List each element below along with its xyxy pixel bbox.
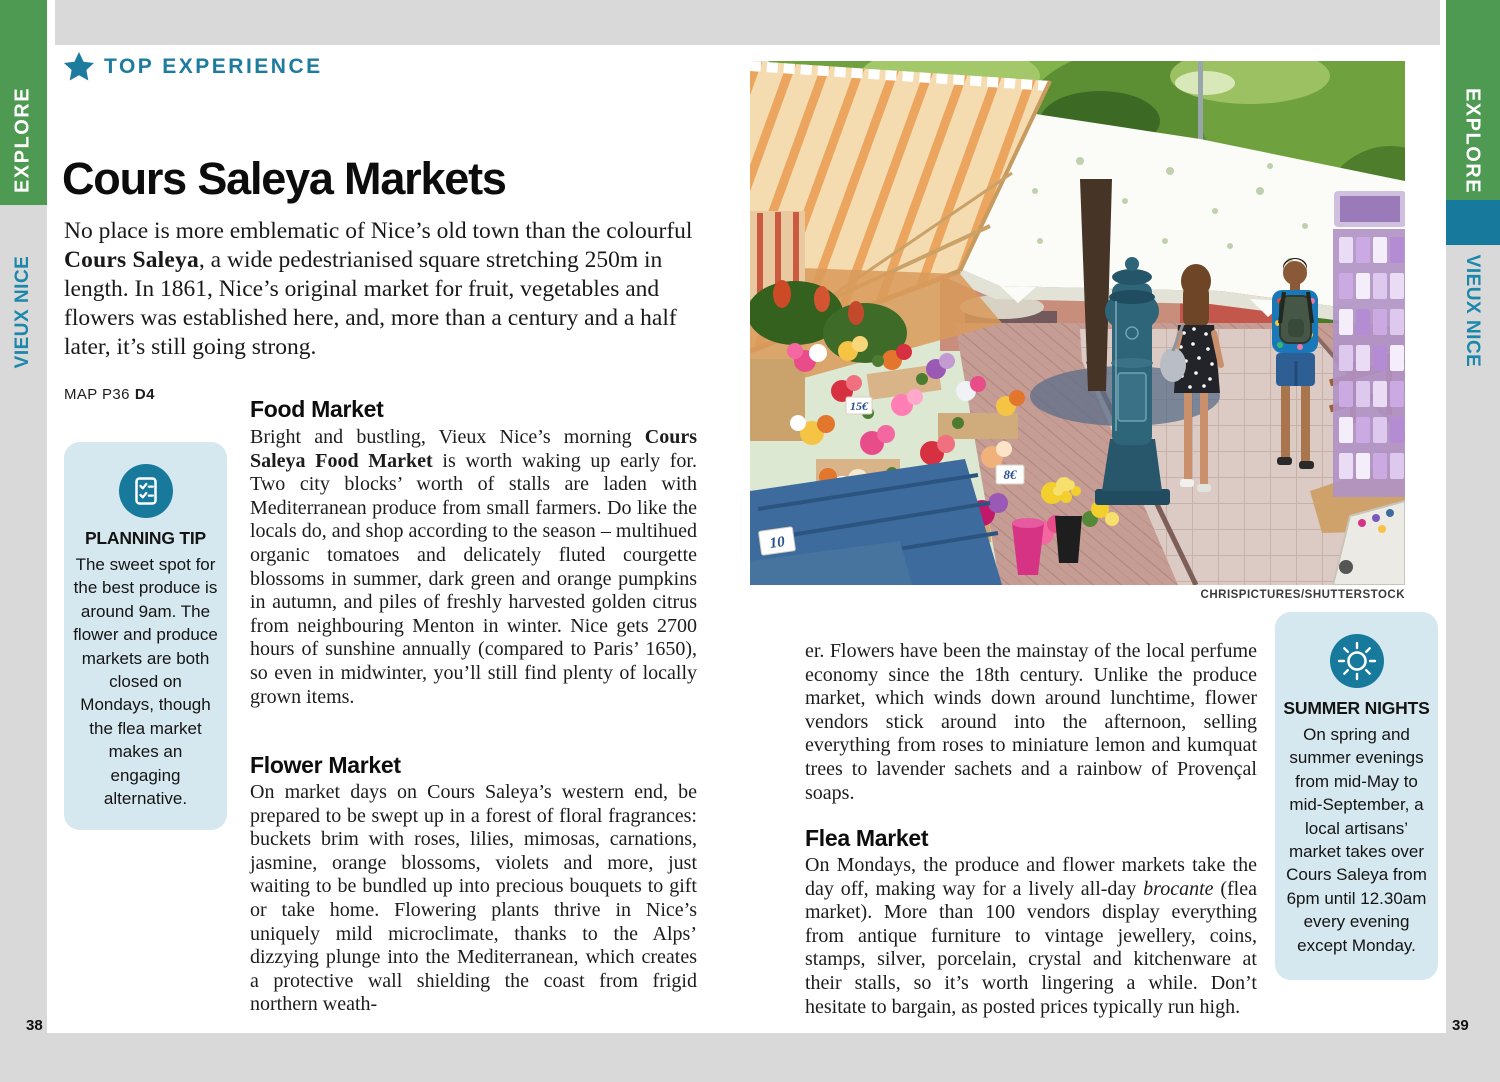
photo-credit: CHRISPICTURES/SHUTTERSTOCK	[1200, 589, 1405, 601]
map-reference	[64, 386, 155, 403]
svg-text:15€: 15€	[850, 399, 868, 413]
intro-bold: Cours Saleya	[64, 246, 199, 273]
right-section-tab-marker	[1446, 200, 1500, 245]
sun-icon	[1330, 634, 1384, 688]
left-section-label: VIEUX NICE	[12, 255, 33, 369]
planning-tip-box	[64, 442, 227, 830]
right-page-number: 39	[1452, 1017, 1469, 1034]
flower-market-heading: Flower Market	[250, 752, 401, 779]
planning-tip-title: PLANNING TIP	[84, 528, 207, 548]
right-section-label: VIEUX NICE	[1462, 254, 1483, 368]
flower-market-continuation: er. Flowers have been the mainstay of the local perfume economy since the 18th century. Unlike the produce market, which winds down around lunchtime, flower vendors stick around into the afternoon, selling everything from roses to miniature lemon and kumquat trees to lavender sachets and a rainbow of Provençal soaps.	[805, 640, 1257, 804]
summer-nights-body: On spring and summer evenings from mid-May to mid-September, a local artisans’ market takes over Cours Saleya from 6pm until 12.30am every evening except Monday.	[1286, 725, 1427, 955]
flea-market-heading: Flea Market	[805, 825, 929, 852]
left-explore-label: EXPLORE	[11, 86, 34, 194]
summer-nights-box	[1275, 612, 1438, 980]
map-ref-grid: D4	[134, 386, 155, 403]
star-icon	[64, 52, 94, 81]
left-page-number: 38	[26, 1017, 43, 1034]
summer-nights-title: SUMMER NIGHTS	[1283, 698, 1430, 718]
flower-market-paragraph: On market days on Cours Saleya’s western end, be prepared to be swept up in a forest of floral fragrances: buckets brim with roses, lilies, mimosas, carnations, jasmine, orange blossoms, violets and more, just waiting to be bundled up into precious bouquets to gift or take home. Flowering plants thrive in Nice’s uniquely mild microclimate, thanks to the Alps’ dizzying plunge into the Mediterranean, which creates a protective wall shielding the coast from frigid northern weath-	[250, 781, 697, 1016]
right-explore-label: EXPLORE	[1461, 87, 1484, 195]
top-experience-eyebrow	[64, 52, 323, 81]
intro-pre: No place is more emblematic of Nice’s old town than the colourful	[64, 217, 693, 244]
food-bold: Cours Saleya Food Market	[250, 426, 697, 472]
checklist-icon	[119, 464, 173, 518]
food-market-paragraph	[250, 426, 697, 709]
flea-post: (flea market). More than 100 vendors display everything from antique furniture to vintage jewellery, coins, stamps, silver, porcelain, crystal and kitchenware at their stalls, so it’s worth lingering a while. Don’t hesitate to bargain, as posted prices typically run high.	[805, 877, 1257, 1018]
food-market-heading: Food Market	[250, 396, 384, 423]
flea-italic: brocante	[1143, 877, 1214, 900]
eyebrow-label: TOP EXPERIENCE	[104, 54, 323, 78]
flea-pre: On Mondays, the produce and flower markets take the day off, making way for a lively all-day	[805, 854, 1257, 900]
page-bottom-edge-band	[0, 1033, 1500, 1082]
page-top-edge-band	[55, 0, 1440, 45]
svg-text:10: 10	[768, 534, 786, 552]
planning-tip-body: The sweet spot for the best produce is around 9am. The flower and produce markets are both closed on Mondays, though the flea market makes an engaging alternative.	[73, 555, 218, 809]
food-pre: Bright and bustling, Vieux Nice’s morning	[250, 426, 645, 448]
svg-text:8€: 8€	[1003, 467, 1017, 482]
intro-paragraph	[64, 217, 696, 362]
page-title: Cours Saleya Markets	[62, 153, 506, 205]
map-ref-label: MAP P36	[64, 386, 130, 403]
food-post: is worth waking up early for. Two city blocks’ worth of stalls are laden with Mediterranean produce from small farmers. Do like the locals do, and shop according to the season – multihued organic tomatoes and delicately fluted courgette blossoms in summer, dark green and orange pumpkins in autumn, and piles of freshly harvested golden citrus from neighbouring Menton in winter. Nice gets 2700 hours of sunshine annually (compared to Paris’ 1650), so even in midwinter, you’ll still find plenty of locally grown items.	[250, 449, 697, 708]
market-photo	[750, 61, 1405, 585]
intro-post: , a wide pedestrianised square stretching 250m in length. In 1861, Nice’s original market for fruit, vegetables and flowers was established here, and, more than a century and a half later, it’s still going strong.	[64, 246, 677, 360]
flea-market-paragraph	[805, 854, 1257, 1019]
